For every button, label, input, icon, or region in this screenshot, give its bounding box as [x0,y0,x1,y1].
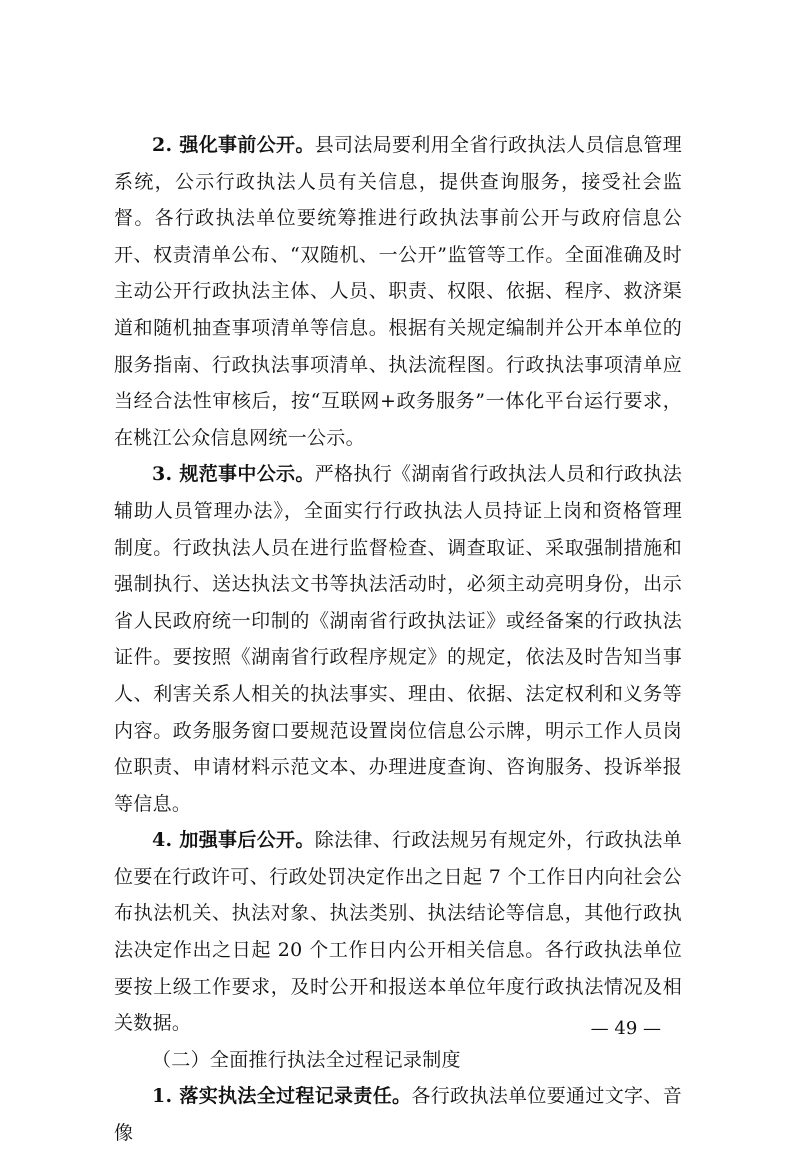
paragraph-text: 县司法局要利用全省行政执法人员信息管理系统，公示行政执法人员有关信息，提供查询服务，接受社会监督。各行政执法单位要统筹推进行政执法事前公开与政府信息公开、权责清单公布、“双随机、一公开”监管等工作。全面准确及时主动公开行政执法主体、人员、职责、权限、依据、程序、救济渠道和随机抽查事项清单等信息。根据有关规定编制并公开本单位的服务指南、行政执法事项清单、执法流程图。行政执法事项清单应当经合法性审核后，按“互联网+政务服务”一体化平台运行要求，在桃江公众信息网统一公示。 [114,134,683,449]
section-heading: （二）全面推行执法全过程记录制度 [152,1048,461,1071]
paragraph-lead: 1. 落实执法全过程记录责任。 [152,1085,412,1108]
page-number: — 49 — [590,1018,661,1039]
paragraph-strengthen-post-disclosure [114,822,682,1042]
paragraph-standardize-in-process-disclosure [114,456,682,822]
paragraph-text: 严格执行《湖南省行政执法人员和行政执法辅助人员管理办法》，全面实行行政执法人员持证上岗和资格管理制度。行政执法人员在进行监督检查、调查取证、采取强制措施和强制执行、送达执法文书等执法活动时，必须主动亮明身份，出示省人民政府统一印制的《湖南省行政执法证》或经备案的行政执法证件。要按照《湖南省行政程序规定》的规定，依法及时告知当事人、利害关系人相关的执法事实、理由、依据、法定权利和义务等内容。政务服务窗口要规范设置岗位信息公示牌，明示工作人员岗位职责、申请材料示范文本、办理进度查询、咨询服务、投诉举报等信息。 [114,463,683,815]
paragraph-lead: 2. 强化事前公开。 [152,134,315,156]
paragraph-strengthen-prior-disclosure [114,127,682,456]
paragraph-lead: 3. 规范事中公示。 [152,463,315,486]
paragraph-text: 各行政执法单位要通过文字、音像 [114,1085,682,1145]
paragraph-implement-full-process-record [114,1078,682,1151]
paragraph-lead: 4. 加强事后公开。 [152,829,315,852]
document-body [114,127,682,1152]
paragraph-text: 除法律、行政法规另有规定外，行政执法单位要在行政许可、行政处罚决定作出之日起 7 个工作日内向社会公布执法机关、执法对象、执法类别、执法结论等信息，其他行政执法决定作出之日起 20 个工作日内公开相关信息。各行政执法单位要按上级工作要求，及时公开和报送本单位年度行政执法情况及相关数据。 [114,829,683,1035]
